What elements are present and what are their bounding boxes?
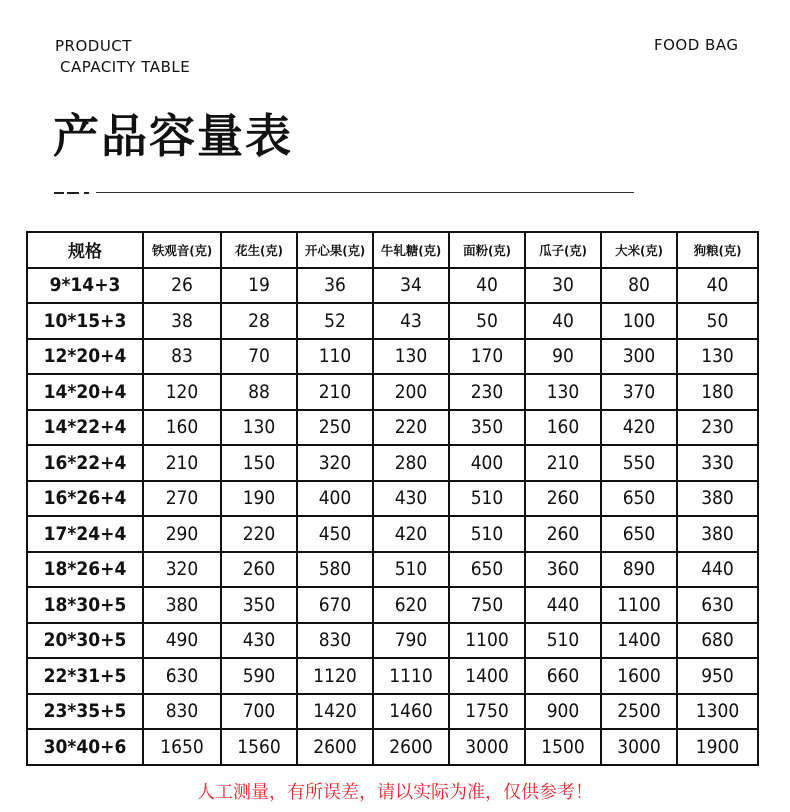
column-header: 铁观音(克) [143, 232, 221, 268]
capacity-cell: 30 [525, 268, 601, 304]
spec-cell: 30*40+6 [27, 729, 143, 765]
capacity-cell: 360 [525, 552, 601, 588]
table-row [27, 374, 758, 410]
capacity-cell: 80 [601, 268, 677, 304]
capacity-cell: 430 [373, 481, 449, 517]
table-row [27, 268, 758, 304]
capacity-cell: 490 [143, 623, 221, 659]
capacity-cell: 160 [143, 410, 221, 446]
capacity-cell: 160 [525, 410, 601, 446]
capacity-cell: 34 [373, 268, 449, 304]
capacity-cell: 50 [449, 303, 525, 339]
capacity-cell: 70 [221, 339, 297, 375]
spec-cell: 17*24+4 [27, 516, 143, 552]
capacity-cell: 590 [221, 658, 297, 694]
capacity-cell: 1400 [601, 623, 677, 659]
capacity-cell: 830 [297, 623, 373, 659]
capacity-cell: 510 [525, 623, 601, 659]
capacity-cell: 83 [143, 339, 221, 375]
table-row [27, 445, 758, 481]
column-header: 牛轧糖(克) [373, 232, 449, 268]
capacity-cell: 670 [297, 587, 373, 623]
capacity-cell: 650 [601, 481, 677, 517]
capacity-cell: 830 [143, 694, 221, 730]
table-row [27, 694, 758, 730]
capacity-cell: 630 [677, 587, 758, 623]
spec-cell: 20*30+5 [27, 623, 143, 659]
capacity-cell: 1110 [373, 658, 449, 694]
capacity-cell: 110 [297, 339, 373, 375]
capacity-cell: 190 [221, 481, 297, 517]
capacity-cell: 210 [297, 374, 373, 410]
table-row [27, 587, 758, 623]
capacity-cell: 650 [449, 552, 525, 588]
capacity-cell: 700 [221, 694, 297, 730]
capacity-cell: 550 [601, 445, 677, 481]
capacity-cell: 1650 [143, 729, 221, 765]
capacity-cell: 43 [373, 303, 449, 339]
capacity-cell: 1300 [677, 694, 758, 730]
capacity-cell: 280 [373, 445, 449, 481]
capacity-cell: 660 [525, 658, 601, 694]
capacity-cell: 40 [525, 303, 601, 339]
capacity-cell: 130 [525, 374, 601, 410]
capacity-cell: 380 [677, 516, 758, 552]
capacity-cell: 250 [297, 410, 373, 446]
capacity-cell: 100 [601, 303, 677, 339]
capacity-cell: 260 [525, 516, 601, 552]
product-label-line1: PRODUCT [55, 37, 132, 55]
capacity-cell: 440 [525, 587, 601, 623]
capacity-cell: 1400 [449, 658, 525, 694]
spec-cell: 14*22+4 [27, 410, 143, 446]
spec-cell: 16*22+4 [27, 445, 143, 481]
table-row [27, 303, 758, 339]
capacity-cell: 450 [297, 516, 373, 552]
capacity-cell: 3000 [449, 729, 525, 765]
capacity-cell: 50 [677, 303, 758, 339]
table-body [27, 268, 758, 765]
capacity-cell: 2600 [297, 729, 373, 765]
capacity-cell: 290 [143, 516, 221, 552]
capacity-cell: 2500 [601, 694, 677, 730]
spec-cell: 22*31+5 [27, 658, 143, 694]
capacity-cell: 380 [677, 481, 758, 517]
capacity-cell: 38 [143, 303, 221, 339]
capacity-cell: 120 [143, 374, 221, 410]
table-row [27, 552, 758, 588]
column-header: 狗粮(克) [677, 232, 758, 268]
column-header: 花生(克) [221, 232, 297, 268]
capacity-cell: 1420 [297, 694, 373, 730]
capacity-cell: 19 [221, 268, 297, 304]
capacity-cell: 300 [601, 339, 677, 375]
table-row [27, 516, 758, 552]
capacity-cell: 330 [677, 445, 758, 481]
capacity-cell: 900 [525, 694, 601, 730]
table-row [27, 410, 758, 446]
capacity-cell: 320 [297, 445, 373, 481]
disclaimer-note: 人工测量，有所误差，请以实际为准，仅供参考！ [197, 782, 593, 803]
capacity-cell: 1500 [525, 729, 601, 765]
capacity-cell: 620 [373, 587, 449, 623]
column-header: 大米(克) [601, 232, 677, 268]
capacity-cell: 180 [677, 374, 758, 410]
capacity-cell: 220 [221, 516, 297, 552]
capacity-cell: 1100 [449, 623, 525, 659]
capacity-cell: 350 [221, 587, 297, 623]
table-row [27, 481, 758, 517]
capacity-cell: 400 [449, 445, 525, 481]
capacity-cell: 1120 [297, 658, 373, 694]
title-dash-accent-2 [67, 192, 79, 194]
capacity-cell: 420 [601, 410, 677, 446]
page-title: 产品容量表 [53, 109, 293, 163]
capacity-cell: 1900 [677, 729, 758, 765]
spec-cell: 12*20+4 [27, 339, 143, 375]
capacity-cell: 260 [221, 552, 297, 588]
capacity-cell: 260 [525, 481, 601, 517]
capacity-cell: 28 [221, 303, 297, 339]
column-header: 开心果(克) [297, 232, 373, 268]
capacity-cell: 36 [297, 268, 373, 304]
capacity-cell: 1600 [601, 658, 677, 694]
table-row [27, 729, 758, 765]
capacity-cell: 220 [373, 410, 449, 446]
capacity-cell: 3000 [601, 729, 677, 765]
capacity-cell: 210 [143, 445, 221, 481]
capacity-cell: 210 [525, 445, 601, 481]
capacity-cell: 200 [373, 374, 449, 410]
capacity-cell: 350 [449, 410, 525, 446]
table-row [27, 623, 758, 659]
capacity-cell: 400 [297, 481, 373, 517]
spec-cell: 18*26+4 [27, 552, 143, 588]
capacity-table [26, 231, 759, 766]
capacity-cell: 170 [449, 339, 525, 375]
capacity-cell: 90 [525, 339, 601, 375]
capacity-cell: 440 [677, 552, 758, 588]
title-dash-accent-3 [84, 192, 89, 194]
capacity-cell: 510 [449, 481, 525, 517]
capacity-cell: 420 [373, 516, 449, 552]
capacity-cell: 1100 [601, 587, 677, 623]
column-header: 面粉(克) [449, 232, 525, 268]
capacity-cell: 790 [373, 623, 449, 659]
spec-cell: 16*26+4 [27, 481, 143, 517]
capacity-cell: 750 [449, 587, 525, 623]
table-header-row [27, 232, 758, 268]
capacity-cell: 130 [677, 339, 758, 375]
table-row [27, 339, 758, 375]
capacity-cell: 650 [601, 516, 677, 552]
spec-cell: 14*20+4 [27, 374, 143, 410]
capacity-cell: 2600 [373, 729, 449, 765]
capacity-cell: 230 [449, 374, 525, 410]
capacity-cell: 1560 [221, 729, 297, 765]
spec-cell: 23*35+5 [27, 694, 143, 730]
capacity-cell: 370 [601, 374, 677, 410]
title-dash-accent [54, 192, 64, 194]
product-label-line2: CAPACITY TABLE [60, 58, 191, 76]
product-label [55, 36, 190, 78]
capacity-cell: 510 [449, 516, 525, 552]
capacity-cell: 40 [677, 268, 758, 304]
table-row [27, 658, 758, 694]
capacity-cell: 230 [677, 410, 758, 446]
capacity-cell: 890 [601, 552, 677, 588]
capacity-cell: 580 [297, 552, 373, 588]
capacity-cell: 150 [221, 445, 297, 481]
food-bag-label: FOOD BAG [654, 36, 739, 54]
capacity-cell: 26 [143, 268, 221, 304]
column-header: 瓜子(克) [525, 232, 601, 268]
spec-cell: 18*30+5 [27, 587, 143, 623]
capacity-cell: 40 [449, 268, 525, 304]
spec-cell: 9*14+3 [27, 268, 143, 304]
column-header-spec: 规格 [27, 232, 143, 268]
title-divider [96, 192, 634, 193]
capacity-cell: 1750 [449, 694, 525, 730]
capacity-cell: 1460 [373, 694, 449, 730]
capacity-cell: 88 [221, 374, 297, 410]
capacity-cell: 52 [297, 303, 373, 339]
capacity-cell: 950 [677, 658, 758, 694]
spec-cell: 10*15+3 [27, 303, 143, 339]
capacity-cell: 630 [143, 658, 221, 694]
capacity-cell: 380 [143, 587, 221, 623]
capacity-cell: 130 [373, 339, 449, 375]
capacity-cell: 510 [373, 552, 449, 588]
capacity-cell: 680 [677, 623, 758, 659]
capacity-cell: 130 [221, 410, 297, 446]
capacity-cell: 430 [221, 623, 297, 659]
capacity-cell: 320 [143, 552, 221, 588]
capacity-cell: 270 [143, 481, 221, 517]
